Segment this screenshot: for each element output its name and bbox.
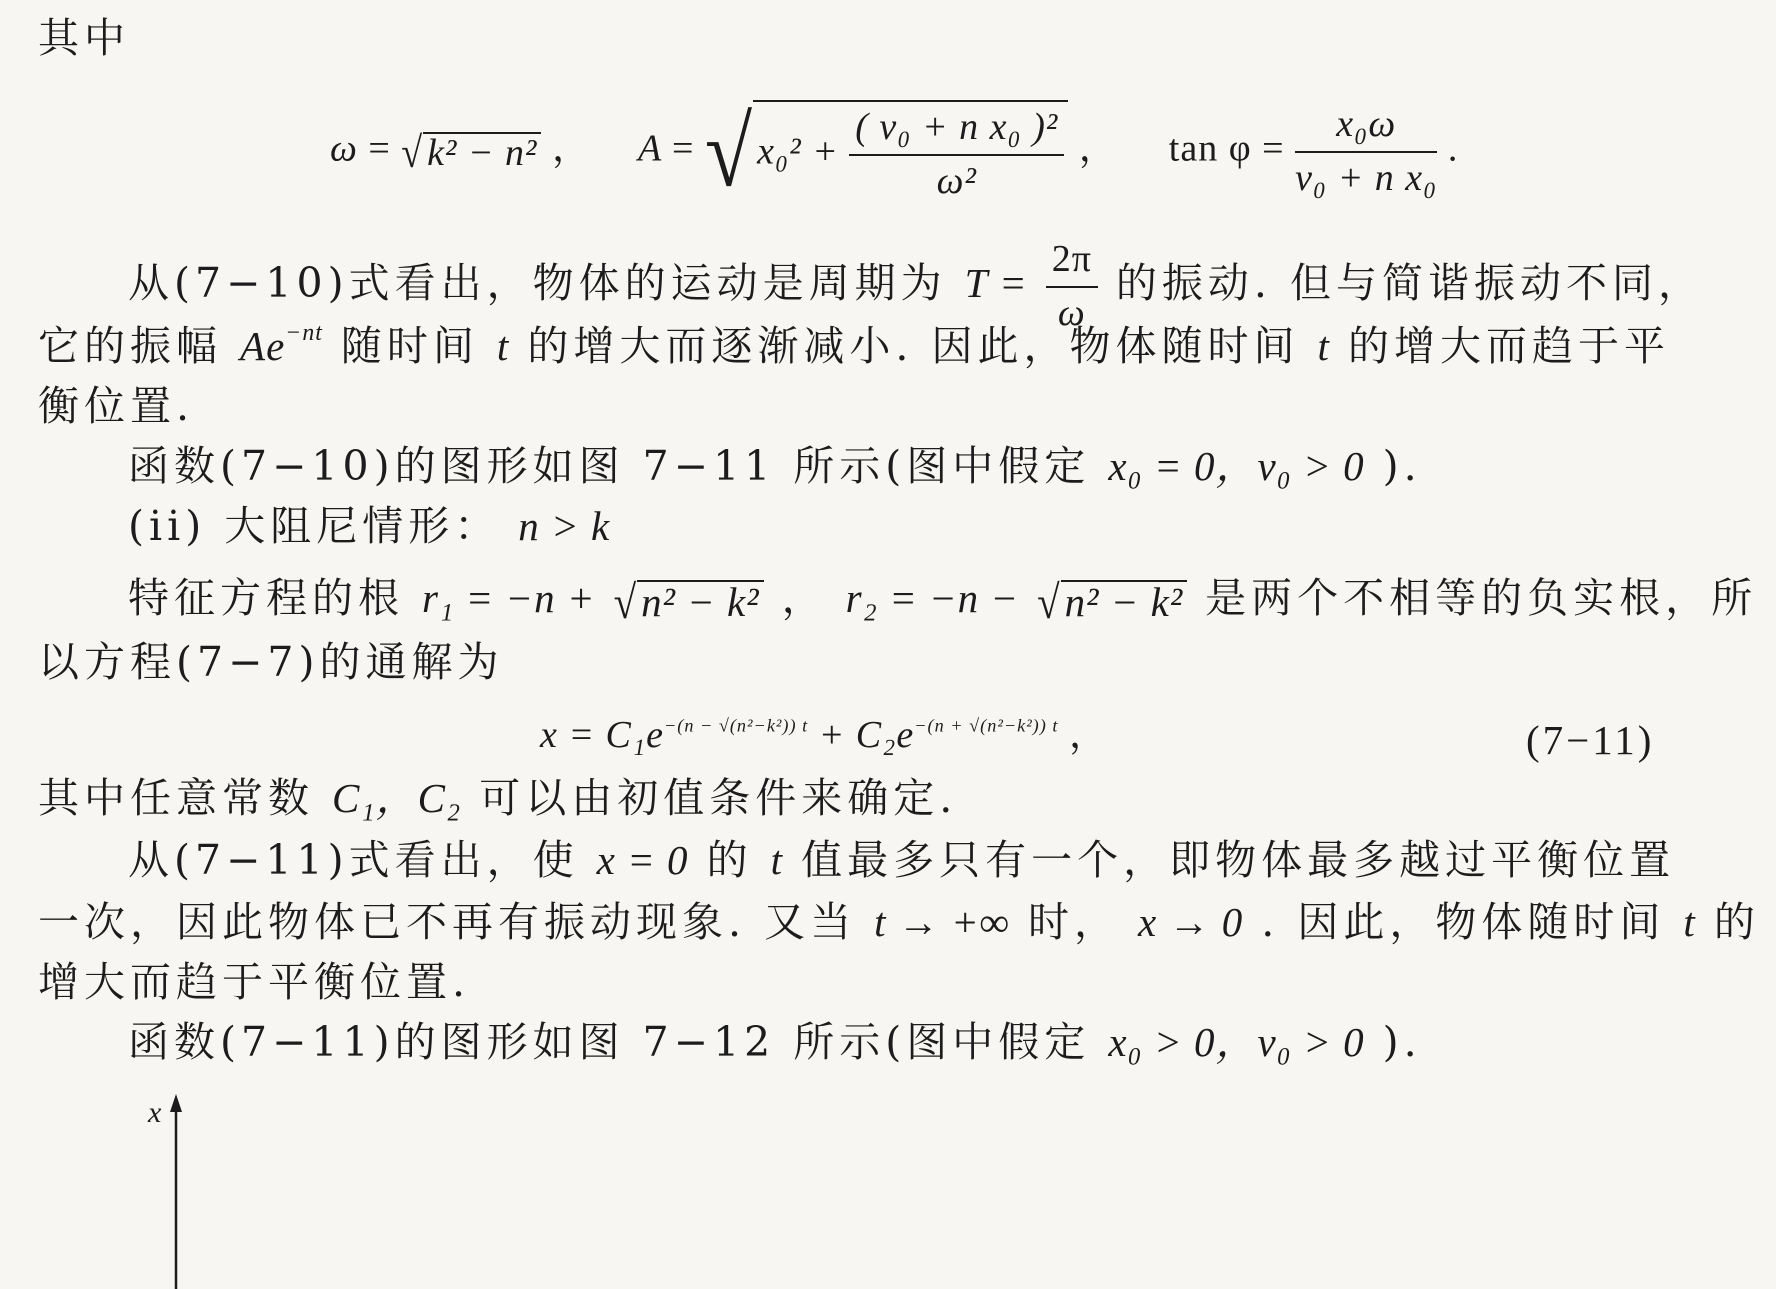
- term-C1: x = C₁e: [540, 714, 664, 756]
- p2-condition: x₀ = 0，v₀ > 0: [1108, 443, 1365, 489]
- equation-number: (7−11): [1526, 717, 1655, 763]
- formula-omega-A-tan: [330, 96, 1459, 207]
- p7-text-b: ).: [1382, 1018, 1422, 1066]
- p1l2-text-b: 随时间: [340, 322, 479, 371]
- p6l2-text-a: 一次，因此物体已不再有振动现象. 又当: [38, 898, 857, 946]
- p7-condition: x₀ > 0，v₀ > 0: [1108, 1019, 1365, 1065]
- period-fraction: [1046, 238, 1098, 335]
- p4-comma: ，: [781, 574, 828, 622]
- A-x0-term: x₀² +: [757, 130, 839, 173]
- A-lhs: A: [637, 127, 662, 170]
- p6l2-text-b: 时，: [1027, 898, 1120, 946]
- paragraph-7: [128, 1018, 1422, 1066]
- p6l2-text-d: 的: [1713, 898, 1760, 946]
- p1-text-b: 的振动. 但与简谐振动不同，: [1115, 259, 1704, 308]
- root-r2: r₂ = −n −: [845, 575, 1020, 621]
- equals-sign-2: =: [671, 127, 695, 170]
- p6-var-t: t: [770, 837, 784, 883]
- p1-text-a: 从(7−10)式看出，物体的运动是周期为: [128, 259, 947, 308]
- p6-text-c: 值最多只有一个，即物体最多越过平衡位置: [801, 836, 1676, 884]
- p6l2-text-c: . 因此，物体随时间: [1261, 898, 1666, 946]
- period-T-lhs: T =: [964, 260, 1028, 307]
- period-denominator: ω: [1057, 291, 1086, 334]
- A-numerator: ( v₀ + n x₀ )²: [849, 106, 1064, 156]
- tan-fraction: [1295, 103, 1437, 200]
- period-numerator: 2π: [1046, 238, 1098, 288]
- p5-text-a: 其中任意常数: [38, 774, 314, 822]
- p5-constants: C₁，C₂: [332, 775, 462, 821]
- p6l2-var-t: t: [1683, 899, 1696, 945]
- tan-denominator: v₀ + n x₀: [1295, 156, 1438, 199]
- term-C2: + C₂e: [818, 714, 915, 756]
- omega-radical: √ k² − n²: [401, 132, 541, 172]
- p7-text-a: 函数(7−11)的图形如图 7−12 所示(图中假定: [128, 1018, 1091, 1066]
- p6-text-b: 的: [706, 836, 753, 884]
- p4-text-a: 特征方程的根: [128, 574, 404, 622]
- p1l2-text-d: 的增大而趋于平: [1347, 322, 1670, 371]
- A-denominator: ω²: [936, 159, 977, 202]
- paragraph-intro: 其中: [38, 14, 130, 62]
- root-r1-radical: √n² − k²: [614, 580, 764, 623]
- formula2-comma: ，: [1068, 714, 1108, 756]
- paragraph-4-line-1: [128, 574, 1758, 629]
- paragraph-1-line-3: 衡位置.: [38, 382, 195, 430]
- p6l2-limit-t: t → +∞: [874, 899, 1010, 945]
- tan-lhs: tan φ: [1168, 127, 1252, 170]
- p6l2-limit-x: x → 0: [1138, 899, 1244, 945]
- p5-text-b: 可以由初值条件来确定.: [479, 774, 958, 822]
- p1l2-text-a: 它的振幅: [38, 322, 222, 371]
- comma-2: ，: [1078, 127, 1118, 170]
- A-fraction: [849, 106, 1064, 203]
- var-t-2: t: [1317, 323, 1330, 370]
- paragraph-1-line-2: [38, 320, 1670, 371]
- p1l2-text-c: 的增大而逐渐减小. 因此，物体随时间: [527, 322, 1300, 371]
- amplitude-expr: $Ae^{-nt}$: [240, 320, 323, 370]
- figure-axis-label: x: [148, 1096, 163, 1129]
- p4-text-b: 是两个不相等的负实根，所: [1205, 574, 1758, 622]
- tan-numerator: x₀ω: [1295, 103, 1437, 153]
- paragraph-6-line-2: [38, 898, 1760, 946]
- figure-y-axis: [166, 1092, 186, 1289]
- root-r1: r₁ = −n +: [422, 575, 596, 621]
- p2-text-a: 函数(7−10)的图形如图 7−11 所示(图中假定: [128, 442, 1091, 490]
- paragraph-5: [38, 774, 958, 822]
- p3-text-a: (ii) 大阻尼情形：: [128, 502, 501, 550]
- paragraph-1-line-1: [128, 238, 1704, 335]
- p6-text-a: 从(7−11)式看出，使: [128, 836, 579, 884]
- formula-general-solution: [540, 716, 1108, 754]
- exponent-2: −(n + √(n²−k²)) t: [914, 715, 1059, 736]
- p6-x-zero: x = 0: [596, 837, 689, 883]
- p3-condition: n > k: [518, 503, 611, 549]
- paragraph-6-line-3: 增大而趋于平衡位置.: [38, 958, 471, 1006]
- equals-sign-3: =: [1262, 127, 1285, 170]
- var-t: t: [496, 323, 510, 370]
- paragraph-2: [128, 442, 1422, 490]
- period: .: [1447, 127, 1459, 170]
- paragraph-6-line-1: [128, 836, 1676, 884]
- root-r2-radical: √n² − k²: [1037, 580, 1187, 623]
- A-radical: √ x₀² + $\frac{\text{( v₀ + n x₀ )²}}{\text{ω²}}$: [705, 100, 1068, 203]
- paragraph-4-line-2: 以方程(7−7)的通解为: [38, 638, 504, 686]
- exponent-1: −(n − √(n²−k²)) t: [663, 715, 809, 736]
- comma-1: ，: [551, 127, 591, 170]
- omega-lhs: ω: [330, 127, 358, 170]
- p2-text-b: ).: [1382, 442, 1422, 490]
- equals-sign: =: [368, 127, 391, 170]
- paragraph-3-heading: [128, 502, 611, 550]
